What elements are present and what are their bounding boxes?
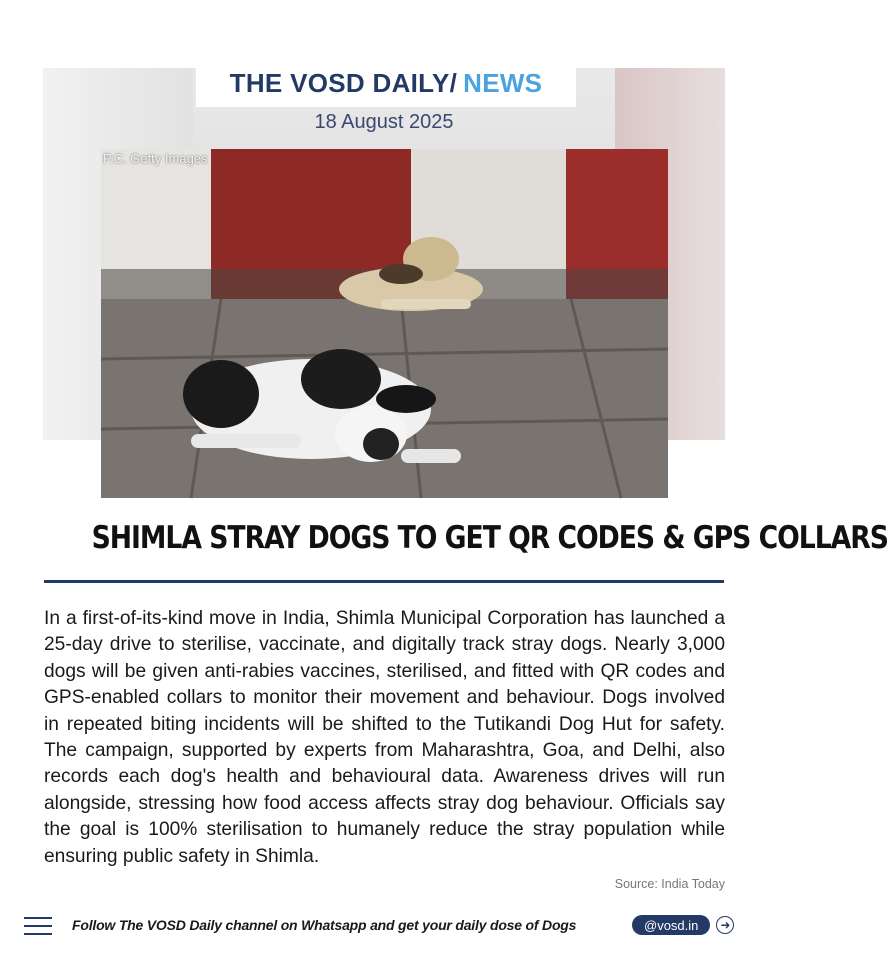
masthead-brand: THE VOSD DAILY/ — [229, 68, 458, 98]
article-body: In a first-of-its-kind move in India, Shimla Municipal Corporation has launched a 25-day drive to sterilise, vaccinate, and digitally track stray dogs. Nearly 3,000 dogs will be given anti-rabies vaccines, sterilised, and fitted with QR codes and GPS-enabled collars to monitor their movement and behaviour. Dogs involved in repeated biting incidents will be shifted to the Tutikandi Dog Hut for safety. The campaign, supported by experts from Maharashtra, Goa, and Delhi, also records each dog's health and behavioural data. Awareness drives will run alongside, stressing how food access affects stray dog behaviour. Officials say the goal is 100% sterilisation to humanely reduce the stray population while ensuring public safety in Shimla. — [44, 608, 725, 867]
handle-label[interactable]: @vosd.in — [632, 915, 710, 935]
dogs-photo-illustration — [101, 149, 668, 498]
article-source: Source: India Today — [614, 877, 725, 891]
social-handle[interactable] — [632, 914, 742, 936]
arrow-right-icon[interactable]: ➜ — [716, 916, 734, 934]
article-headline: SHIMLA STRAY DOGS TO GET QR CODES & GPS COLLARS — [91, 520, 888, 556]
news-photo — [101, 149, 668, 498]
footer-cta: Follow The VOSD Daily channel on Whatsapp and get your daily dose of Dogs — [72, 917, 577, 933]
issue-date: 18 August 2025 — [314, 111, 454, 133]
menu-icon[interactable] — [24, 917, 52, 935]
photo-credit: P.C. Getty Images — [103, 151, 208, 166]
masthead-section: NEWS — [463, 68, 543, 98]
masthead — [196, 60, 576, 107]
headline-divider — [44, 580, 724, 583]
